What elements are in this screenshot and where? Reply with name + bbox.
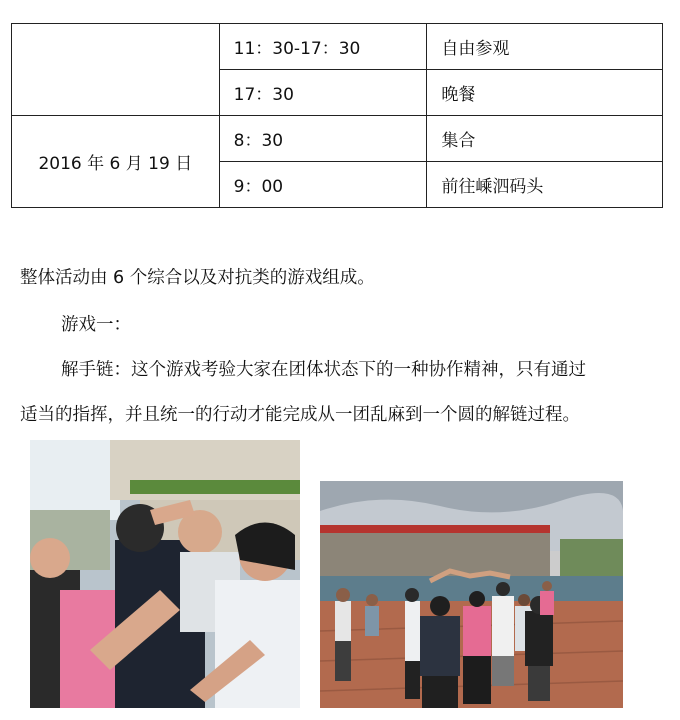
- game-description-line: 解手链：这个游戏考验大家在团体状态下的一种协作精神，只有通过: [61, 360, 586, 380]
- table-row: [12, 24, 663, 70]
- activity-cell: 晚餐: [427, 70, 663, 116]
- time-cell: 11：30-17：30: [219, 24, 427, 70]
- time-cell: 8：30: [219, 116, 427, 162]
- date-cell: [12, 24, 220, 116]
- activity-cell: 自由参观: [427, 24, 663, 70]
- activity-cell: 前往嵊泗码头: [427, 162, 663, 208]
- game-photo-closeup: [30, 440, 300, 708]
- game-description-line: 适当的指挥，并且统一的行动才能完成从一团乱麻到一个圆的解链过程。: [20, 405, 580, 425]
- activity-cell: 集合: [427, 116, 663, 162]
- time-cell: 17：30: [219, 70, 427, 116]
- schedule-table: [11, 23, 663, 208]
- game-title: 游戏一：: [61, 315, 131, 335]
- intro-paragraph: 整体活动由 6 个综合以及对抗类的游戏组成。: [20, 268, 375, 288]
- date-cell: 2016 年 6 月 19 日: [12, 116, 220, 208]
- table-row: [12, 116, 663, 162]
- time-cell: 9：00: [219, 162, 427, 208]
- game-photo-group: [320, 481, 623, 708]
